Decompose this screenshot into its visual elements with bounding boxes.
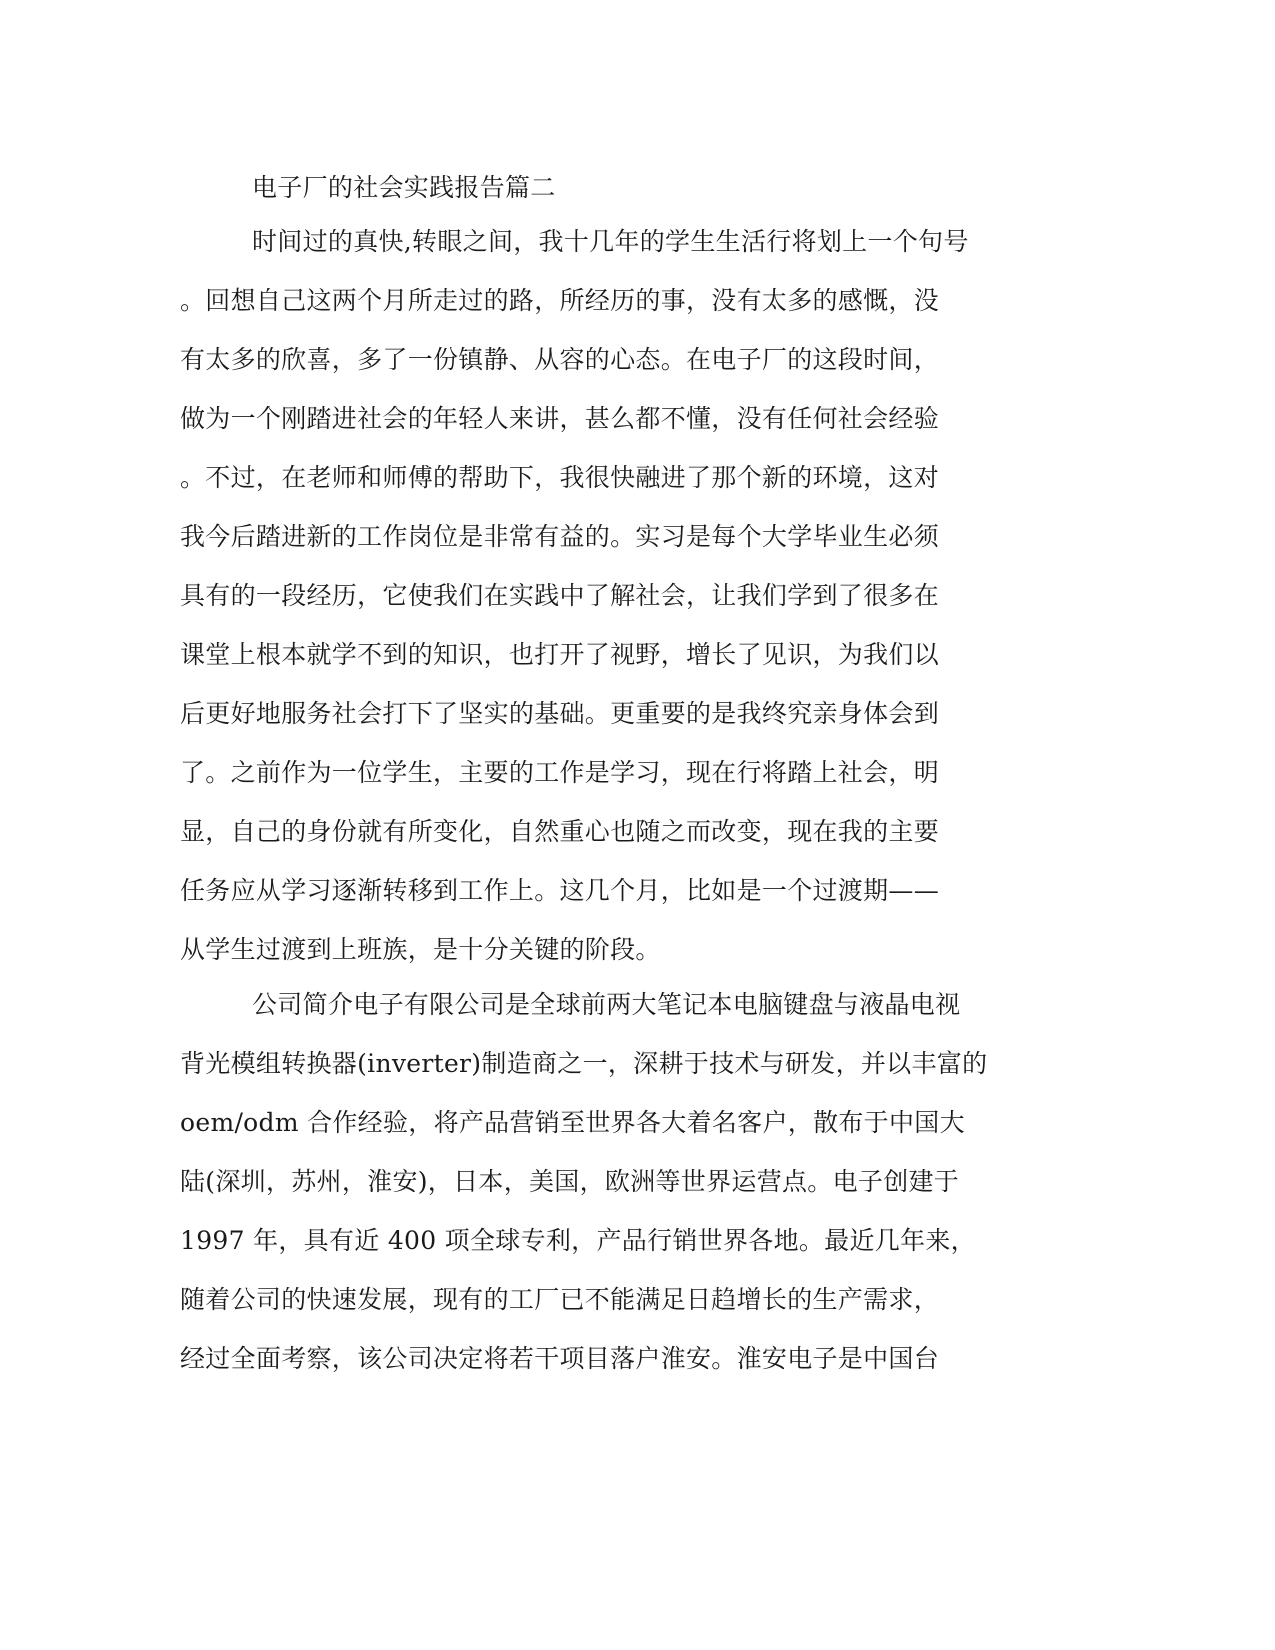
paragraph-line: 时间过的真快,转眼之间，我十几年的学生生活行将划上一个句号	[252, 227, 969, 256]
paragraph-line: 。回想自己这两个月所走过的路，所经历的事，没有太多的感慨，没	[180, 286, 940, 315]
paragraph-line: 从学生过渡到上班族，是十分关键的阶段。	[180, 935, 661, 964]
paragraph-line: 任务应从学习逐渐转移到工作上。这几个月，比如是一个过渡期——	[180, 876, 940, 905]
paragraph-line: 我今后踏进新的工作岗位是非常有益的。实习是每个大学毕业生必须	[180, 522, 940, 551]
title-block	[180, 158, 1040, 217]
paragraph-line: oem/odm 合作经验，将产品营销至世界各大着名客户，散布于中国大	[180, 1108, 965, 1137]
paragraph-line: 。不过，在老师和师傅的帮助下，我很快融进了那个新的环境，这对	[180, 463, 940, 492]
paragraph-line: 陆(深圳，苏州，淮安)，日本，美国，欧洲等世界运营点。电子创建于	[180, 1167, 960, 1196]
paragraph-line: 后更好地服务社会打下了坚实的基础。更重要的是我终究亲身体会到	[180, 699, 940, 728]
paragraph-line: 具有的一段经历，它使我们在实践中了解社会，让我们学到了很多在	[180, 581, 940, 610]
paragraph-line: 有太多的欣喜，多了一份镇静、从容的心态。在电子厂的这段时间，	[180, 345, 940, 374]
paragraph-line: 了。之前作为一位学生，主要的工作是学习，现在行将踏上社会，明	[180, 758, 940, 787]
paragraph-line: 显，自己的身份就有所变化，自然重心也随之而改变，现在我的主要	[180, 817, 940, 846]
paragraph-line: 做为一个刚踏进社会的年轻人来讲，甚么都不懂，没有任何社会经验	[180, 404, 940, 433]
paragraph-line: 背光模组转换器(inverter)制造商之一，深耕于技术与研发，并以丰富的	[180, 1049, 988, 1078]
paragraph-line: 公司简介电子有限公司是全球前两大笔记本电脑键盘与液晶电视	[252, 990, 961, 1019]
paragraph-line: 随着公司的快速发展，现有的工厂已不能满足日趋增长的生产需求，	[180, 1285, 940, 1314]
paragraph-2	[180, 975, 1040, 1388]
paragraph-line: 1997 年，具有近 400 项全球专利，产品行销世界各地。最近几年来，	[180, 1226, 976, 1255]
paragraph-line: 经过全面考察，该公司决定将若干项目落户淮安。淮安电子是中国台	[180, 1344, 940, 1373]
paragraph-1	[180, 212, 1040, 979]
paragraph-line: 课堂上根本就学不到的知识，也打开了视野，增长了见识，为我们以	[180, 640, 940, 669]
document-title: 电子厂的社会实践报告篇二	[252, 173, 556, 202]
